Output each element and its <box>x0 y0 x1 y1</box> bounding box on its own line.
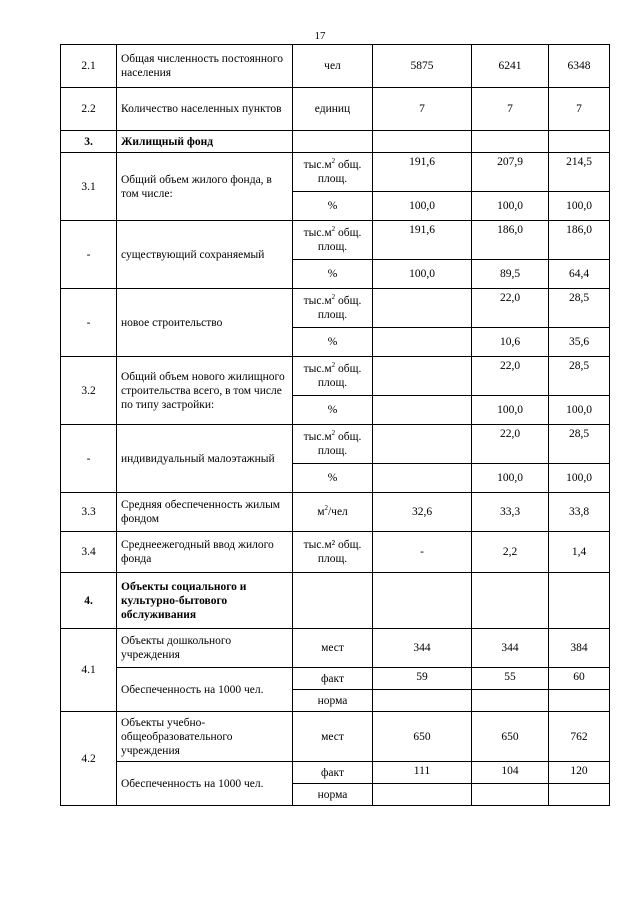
table-row <box>61 532 610 573</box>
empty-cell <box>293 131 373 153</box>
row-number: 4.2 <box>61 712 117 806</box>
value-cell <box>373 464 472 493</box>
section-number: 3. <box>61 131 117 153</box>
value-cell: 100,0 <box>549 464 610 493</box>
unit-cell: % <box>293 260 373 289</box>
value-cell: 100,0 <box>373 192 472 221</box>
value-cell: 650 <box>373 712 472 762</box>
table-row <box>61 357 610 396</box>
value-cell: 22,0 <box>472 289 549 328</box>
empty-cell <box>373 784 472 806</box>
value-cell: 64,4 <box>549 260 610 289</box>
empty-cell <box>472 784 549 806</box>
value-cell: 28,5 <box>549 425 610 464</box>
value-cell: 111 <box>373 762 472 784</box>
value-cell: 762 <box>549 712 610 762</box>
indicator-name: Обеспеченность на 1000 чел. <box>117 668 293 712</box>
row-number: 2.2 <box>61 88 117 131</box>
unit-cell: $тыс.м^2$ общ. площ. <box>293 153 373 192</box>
unit-cell: % <box>293 328 373 357</box>
indicator-name: Объекты дошкольного учреждения <box>117 629 293 668</box>
indicator-name: Количество населенных пунктов <box>117 88 293 131</box>
unit-cell: тыс.м² общ. площ. <box>293 532 373 573</box>
indicator-name: Общий объем жилого фонда, в том числе: <box>117 153 293 221</box>
row-number: - <box>61 425 117 493</box>
table-row <box>61 88 610 131</box>
table-row <box>61 493 610 532</box>
indicator-name: существующий сохраняемый <box>117 221 293 289</box>
unit-cell: $тыс.м^2$ общ. площ. <box>293 357 373 396</box>
value-cell: 214,5 <box>549 153 610 192</box>
empty-cell <box>549 690 610 712</box>
value-cell: 28,5 <box>549 357 610 396</box>
value-cell <box>373 425 472 464</box>
empty-cell <box>549 784 610 806</box>
value-cell: 28,5 <box>549 289 610 328</box>
value-cell: 59 <box>373 668 472 690</box>
value-cell: 100,0 <box>549 192 610 221</box>
value-cell: 6241 <box>472 45 549 88</box>
indicator-name: Обеспеченность на 1000 чел. <box>117 762 293 806</box>
value-cell: 2,2 <box>472 532 549 573</box>
page-number: 17 <box>314 30 326 42</box>
empty-cell <box>373 131 472 153</box>
value-cell: 100,0 <box>472 464 549 493</box>
value-cell: 1,4 <box>549 532 610 573</box>
unit-cell: % <box>293 192 373 221</box>
value-cell: 89,5 <box>472 260 549 289</box>
value-cell: - <box>373 532 472 573</box>
unit-cell: норма <box>293 784 373 806</box>
value-cell: 60 <box>549 668 610 690</box>
value-cell <box>373 396 472 425</box>
row-number: 3.2 <box>61 357 117 425</box>
indicator-name: Общий объем нового жилищного строительства всего, в том числе по типу застройки: <box>117 357 293 425</box>
value-cell <box>373 357 472 396</box>
value-cell: 22,0 <box>472 425 549 464</box>
section-title: Жилищный фонд <box>117 131 293 153</box>
value-cell: 344 <box>472 629 549 668</box>
value-cell: 100,0 <box>549 396 610 425</box>
value-cell: 100,0 <box>472 192 549 221</box>
value-cell: 6348 <box>549 45 610 88</box>
indicator-name: Общая численность постоянного населения <box>117 45 293 88</box>
table-row <box>61 221 610 260</box>
unit-cell: $м^2$/чел <box>293 493 373 532</box>
unit-cell: мест <box>293 712 373 762</box>
value-cell: 191,6 <box>373 153 472 192</box>
table-row <box>61 629 610 668</box>
value-cell: 55 <box>472 668 549 690</box>
value-cell: 186,0 <box>549 221 610 260</box>
empty-cell <box>549 573 610 629</box>
row-number: - <box>61 289 117 357</box>
table-row <box>61 425 610 464</box>
value-cell: 35,6 <box>549 328 610 357</box>
row-number: 3.3 <box>61 493 117 532</box>
value-cell: 104 <box>472 762 549 784</box>
table-row <box>61 289 610 328</box>
value-cell: 7 <box>472 88 549 131</box>
value-cell <box>373 328 472 357</box>
row-number: 3.4 <box>61 532 117 573</box>
unit-cell: норма <box>293 690 373 712</box>
unit-cell: чел <box>293 45 373 88</box>
value-cell: 344 <box>373 629 472 668</box>
empty-cell <box>472 573 549 629</box>
value-cell: 22,0 <box>472 357 549 396</box>
empty-cell <box>373 573 472 629</box>
empty-cell <box>373 690 472 712</box>
value-cell: 384 <box>549 629 610 668</box>
value-cell: 650 <box>472 712 549 762</box>
row-number: 4.1 <box>61 629 117 712</box>
value-cell: 100,0 <box>472 396 549 425</box>
value-cell: 7 <box>549 88 610 131</box>
indicators-table <box>60 44 610 806</box>
table-row <box>61 45 610 88</box>
unit-cell: $тыс.м^2$ общ. площ. <box>293 289 373 328</box>
value-cell: 5875 <box>373 45 472 88</box>
table-row <box>61 762 610 784</box>
indicator-name: Среднеежегодный ввод жилого фонда <box>117 532 293 573</box>
table-row <box>61 712 610 762</box>
unit-cell: % <box>293 464 373 493</box>
row-number: 2.1 <box>61 45 117 88</box>
empty-cell <box>472 131 549 153</box>
row-number: 3.1 <box>61 153 117 221</box>
empty-cell <box>549 131 610 153</box>
value-cell: 100,0 <box>373 260 472 289</box>
unit-cell: % <box>293 396 373 425</box>
section-number: 4. <box>61 573 117 629</box>
indicator-name: новое строительство <box>117 289 293 357</box>
section-title: Объекты социального и культурно-бытового обслуживания <box>117 573 293 629</box>
empty-cell <box>293 573 373 629</box>
indicator-name: Средняя обеспеченность жилым фондом <box>117 493 293 532</box>
value-cell: 207,9 <box>472 153 549 192</box>
table-row <box>61 153 610 192</box>
unit-cell: единиц <box>293 88 373 131</box>
value-cell: 33,8 <box>549 493 610 532</box>
value-cell <box>373 289 472 328</box>
unit-cell: факт <box>293 762 373 784</box>
value-cell: 33,3 <box>472 493 549 532</box>
unit-cell: $тыс.м^2$ общ. площ. <box>293 221 373 260</box>
row-number: - <box>61 221 117 289</box>
unit-cell: мест <box>293 629 373 668</box>
value-cell: 10,6 <box>472 328 549 357</box>
value-cell: 7 <box>373 88 472 131</box>
indicator-name: индивидуальный малоэтажный <box>117 425 293 493</box>
unit-cell: факт <box>293 668 373 690</box>
table-row <box>61 131 610 153</box>
indicator-name: Объекты учебно-общеобразовательного учреждения <box>117 712 293 762</box>
table-row <box>61 573 610 629</box>
value-cell: 120 <box>549 762 610 784</box>
value-cell: 32,6 <box>373 493 472 532</box>
value-cell: 186,0 <box>472 221 549 260</box>
empty-cell <box>472 690 549 712</box>
table-row <box>61 668 610 690</box>
unit-cell: $тыс.м^2$ общ. площ. <box>293 425 373 464</box>
value-cell: 191,6 <box>373 221 472 260</box>
